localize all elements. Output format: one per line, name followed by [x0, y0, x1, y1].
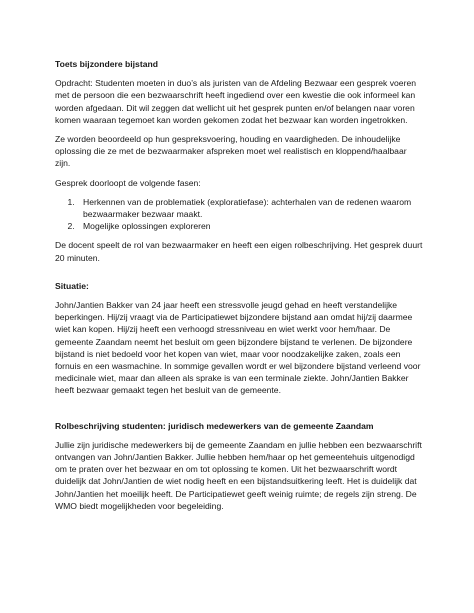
assessment-paragraph: Ze worden beoordeeld op hun gespreksvoering, houding en vaardigheden. De inhoudelijke oplossing die ze met de bezwaarmaker afspreken moet wel realistisch en kloppend/haalbaar zijn.	[55, 134, 407, 169]
situation-paragraph: John/Jantien Bakker van 24 jaar heeft een stressvolle jeugd gehad en heeft verstandelijke beperkingen. Hij/zij vraagt via de Participatiewet bijzondere bijstand aan omdat hij/zij daarmee wiet kan kopen. Hij/zij heeft een verhoogd stressniveau en wiet werkt voor hem/haar. De gemeente Zaandam neemt het besluit om geen bijzondere bijstand te verlenen. De bijzondere bijstand is niet bedoeld voor het kopen van wiet, maar voor noodzakelijke zaken, zoals een fornuis en een wasmachine. In sommige gevallen wordt er wel bijzondere bijstand verleend voor medicinale wiet, maar dan alleen als sprake is van een terminale ziekte. John/Jantien Bakker heeft bezwaar gemaakt tegen het besluit van de gemeente.	[55, 300, 421, 396]
role-paragraph: Jullie zijn juridische medewerkers bij de gemeente Zaandam en jullie hebben een bezwaarschrift ontvangen van John/Jantien Bakker. Jullie hebben hem/haar op het gemeentehuis uitgenodigd om te praten over het bezwaar en om tot oplossing te komen. Uit het bezwaarschrift wordt duidelijk dat John/Jantien de wiet nodig heeft en een bijstandsuitkering leeft. Het is duidelijk dat John/Jantien het moeilijk heeft. De Participatiewet geeft weinig ruimte; de regels zijn streng. De WMO biedt mogelijkheden voor begeleiding.	[55, 439, 422, 511]
phases-intro: Gesprek doorloopt de volgende fasen:	[55, 177, 201, 188]
teacher-role-paragraph: De docent speelt de rol van bezwaarmaker en heeft een eigen rolbeschrijving. Het gesprek duurt 20 minuten.	[55, 240, 423, 263]
spacer	[55, 271, 424, 280]
situation-heading: Situatie:	[55, 280, 89, 291]
spacer	[55, 404, 424, 420]
assignment-paragraph: Opdracht: Studenten moeten in duo’s als juristen van de Afdeling Bezwaar een gesprek voeren met de persoon die een bezwaarschrift heeft ingediend over een kwestie die ook informeel kan worden afgedaan. Dit wil zeggen dat wellicht uit het gesprek punten en/of belangen naar voren komen waaraan tegemoet kan worden gekomen zodat het bezwaar kan worden ingetrokken.	[55, 78, 417, 125]
phases-list	[55, 196, 424, 233]
phase-item: 1. Herkennen van de problematiek (exploratiefase): achterhalen van de redenen waarom bezwaarmaker bezwaar maakt.	[77, 196, 424, 220]
role-heading: Rolbeschrijving studenten: juridisch medewerkers van de gemeente Zaandam	[55, 420, 374, 431]
phase-item: 2. Mogelijke oplossingen exploreren	[77, 220, 424, 232]
document-title: Toets bijzondere bijstand	[55, 59, 158, 69]
